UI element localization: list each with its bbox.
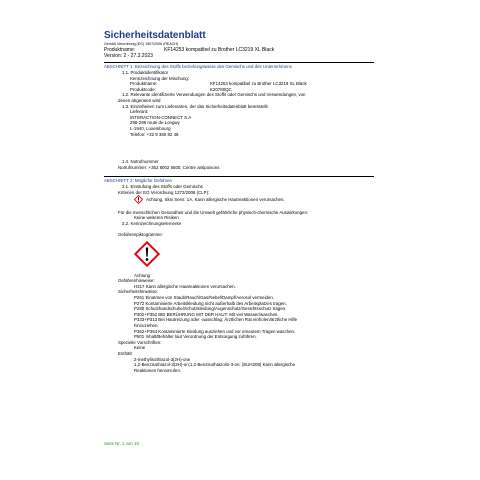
contains-item: 1,2-Benzisothiazol-3(2H)-on;1,2-Benzisothiazolin-3-on: (EUH208) Kann allergische <box>134 362 296 368</box>
supplier-street: 296-298 route de Longwy <box>130 120 180 126</box>
document-title: Sicherheitsdatenblatt <box>104 30 206 41</box>
p-statement: P261 Einatmen von Staub/Rauch/Gas/Nebel/Dampf/Aerosol vermeiden. <box>134 295 275 301</box>
p-statement: P302+P352 BEI BERÜHRUNG MIT DER HAUT: Mit viel Wasser/waschen. <box>134 311 279 317</box>
section-2-title: ABSCHNITT 2: Mögliche Gefahren <box>104 178 173 184</box>
safety-label: Sicherheitshinweise: <box>118 289 159 295</box>
section-1-title: ABSCHNITT 1: Bezeichnung des Stoffs beziehungsweise des Gemischs und des Unternehmens <box>104 64 292 70</box>
heading-1-4: 1.4. Notrufnummer <box>122 159 159 165</box>
ghs07-exclamation-icon <box>134 241 160 267</box>
contains-item-cont: Reaktionen hervorrufen. <box>134 367 182 373</box>
contains-item: 2-methylisothiazol-3(2H)-one <box>134 356 191 362</box>
hazard-h317: H317 Kann allergische Hautreaktionen verursachen. <box>134 283 236 289</box>
version-line: Version: 2 - 27.3.2023 <box>104 53 153 59</box>
heading-1-2: 1.2. Relevante identifizierte Verwendungen des Stoffs oder Gemischs und Verwendungen, von <box>122 92 306 98</box>
emergency-number: Notrufnummer: +352 8002 5500, Centre antipoisons <box>118 164 220 170</box>
p-statement: P272 Kontaminierte Arbeitskleidung nicht außerhalb des Arbeitsplatzes tragen. <box>134 300 287 306</box>
signal-word: Achtung <box>134 272 151 278</box>
page-number: Seite Nr. 1 von 10 <box>104 441 139 446</box>
product-name: KF14253 kompatibel zu Brother LC3219 XL Black <box>164 46 275 53</box>
code-label: Produktcode: <box>130 86 156 92</box>
code-value: K20780QC <box>210 86 232 92</box>
name-value: KF14253 kompatibel zu Brother LC3219 XL Black <box>210 81 307 87</box>
section-1 <box>104 62 374 170</box>
p-statement: P501 Inhalt/Behälter laut Verordnung der Entsorgung zuführen. <box>134 334 257 340</box>
name-label: Produktname: <box>130 81 158 87</box>
section-2 <box>104 176 374 373</box>
classification-row <box>104 195 374 204</box>
effects-text: Für die menschlichen Gesundheit und die Umwelt gefährliche physisch-chemische Auswirkungen: <box>118 209 309 215</box>
ghs07-exclamation-icon <box>134 195 143 204</box>
heading-1-3: 1.3. Einzelheiten zum Lieferanten, der das Sicherheitsdatenblatt bereitstellt <box>122 103 268 109</box>
p-statement: P280 Schutzhandschuhe/Schutzkleidung/Augenschutz/Gesichtsschutz tragen. <box>134 306 287 312</box>
no-risks: Keine weiteren Risiken <box>134 215 179 221</box>
supplier-label: Lieferant: <box>130 109 149 115</box>
heading-1-2-cont: denen abgeraten wird <box>118 97 161 103</box>
special-value: Keine <box>134 345 146 351</box>
regulation-note: Gemäß Verordnung (EG) 1907/2006 (REACH) <box>104 42 179 46</box>
pictogram <box>104 241 374 267</box>
pictogram-label: Gefahrenpiktogramme: <box>118 232 163 238</box>
marking-label: Kennzeichnung der Mischung: <box>130 75 190 81</box>
contains-label: Enthält <box>118 350 132 356</box>
heading-2-2: 2.2. Kennzeichnungselemente <box>122 220 182 226</box>
product-label: Produktname: <box>104 46 136 53</box>
hazard-label: Gefahrenhinweise: <box>118 278 155 284</box>
p-statement: hinzuziehen. <box>134 323 159 328</box>
supplier-phone: Telefon: +32 9 380 82 48 <box>130 131 179 137</box>
supplier-city: L-1940, Luxembourg <box>130 125 171 131</box>
p-statement: P333+P313 Bei Hautreizung oder -ausschlag: Ärztlichen Rat einholen/ärztliche Hilfe <box>134 317 298 323</box>
special-label: Spezielle Vorschriften: <box>118 339 162 345</box>
classification-text: Achtung, Skin Sens. 1A, Kann allergische Hautreaktionen verursachen. <box>146 196 285 202</box>
sds-page <box>104 30 374 373</box>
supplier-company: INTERACTION-CONNECT S.A <box>130 114 192 120</box>
clp-criteria: Kriterien der EG Verordnung 1272/2008 (CLP): <box>118 189 210 195</box>
heading-1-1: 1.1. Produktidentifikator <box>122 70 169 75</box>
heading-2-1: 2.1. Einstufung des Stoffs oder Gemischs <box>122 183 203 189</box>
p-statement: P362+P364 Kontaminierte Kleidung ausziehen und vor erneutem Tragen waschen. <box>134 328 296 334</box>
